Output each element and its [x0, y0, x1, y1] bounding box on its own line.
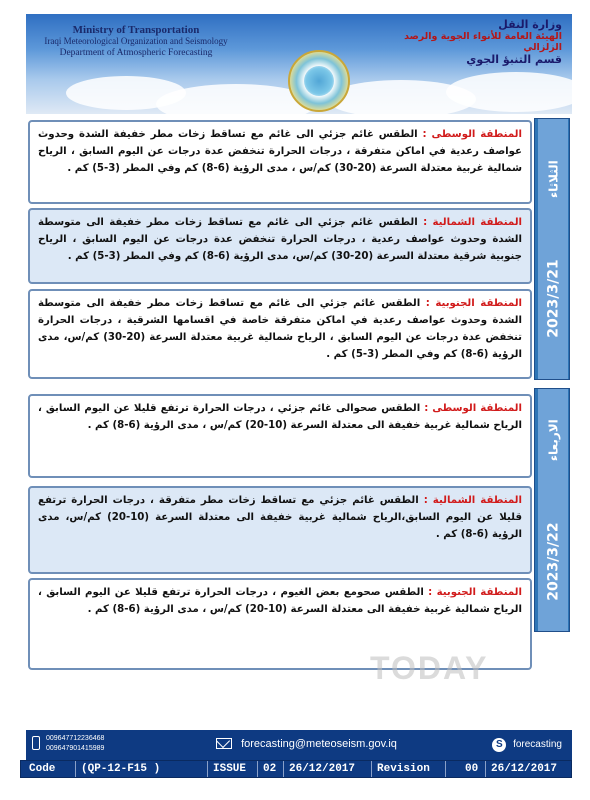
region-name: المنطقة الشمالية :: [423, 217, 523, 228]
department-name-ar: قسم التنبؤ الجوي: [466, 53, 562, 66]
forecast-text: الطقس غائم جزئي الى غائم مع تساقط زخات مطر خفيفة الى متوسطة الشدة وحدوث عواصف رعدية في اماكن متفرقة خاصة في اقسامها الشرقية ، درجات الحرارة تنخفض عدة درجات عن اليوم السابق ، الرياح شمالية غربية معتدلة السرعة (20-30) كم/س، مدى الرؤية (6-8) كم وفي المطر (3-5) كم .: [38, 298, 523, 360]
forecast-text: الطقس غائم جزئي مع تساقط زخات مطر متفرقة ، درجات الحرارة ترتفع قليلا عن اليوم السابق،الرياح شمالية غربية خفيفة الى معتدلة السرعة (10-20) كم/س، مدى الرؤية (6-8) كم .: [38, 495, 522, 540]
phone-number-1: 009647712236468: [46, 735, 105, 742]
revision-label: Revision: [377, 763, 430, 775]
region-name: المنطقة الوسطى :: [424, 403, 522, 414]
letterhead-banner: [26, 14, 572, 114]
phone-number-2: 009647901415989: [46, 745, 105, 752]
english-header: [36, 24, 236, 58]
skype-icon: S: [492, 738, 506, 752]
forecast-text: الطقس غائم جزئي الى غائم مع تساقط زخات مطر خفيفة الى متوسطة الشدة وحدوث عواصف رعدية ، درجات الحرارة تنخفض عدة درجات عن اليوم السابق ، الرياح جنوبية شرقية معتدلة السرعة (20-30) كم/س، مدى الرؤية (6-8) كم وفي المطر (3-5) كم .: [38, 217, 522, 262]
skype-contact[interactable]: [492, 738, 562, 752]
issue-date: 26/12/2017: [289, 763, 356, 775]
forecast-text: الطقس صحوالى غائم جزئي ، درجات الحرارة ترتفع قليلا عن اليوم السابق ، الرياح شمالية غربية خفيفة الى معتدلة السرعة (10-20) كم/س ، مدى الرؤية (6-8) كم .: [38, 403, 522, 431]
day-band-2: [534, 388, 570, 632]
forecast-box-day1-south: [28, 289, 532, 379]
document-code-bar: [20, 760, 572, 778]
phone-icon: [32, 736, 40, 750]
forecast-box-day2-central: [28, 394, 532, 478]
forecast-text: الطقس غائم جزئي الى غائم مع تساقط زخات مطر خفيفة الشدة وحدوث عواصف رعدية في اماكن متفرقة ، درجات الحرارة تنخفض عدة درجات عن اليوم السابق ، الرياح شمالية غربية معتدلة السرعة (20-30) كم/س ، مدى الرؤية (6-8) كم وفي المطر (3-5) كم .: [38, 129, 522, 174]
watermark-text: TODAY: [370, 650, 489, 686]
contact-footer: [26, 730, 572, 760]
forecast-box-day1-north: [28, 208, 532, 284]
day-date: 2023/3/22: [545, 522, 562, 601]
code-label: Code: [29, 763, 56, 775]
organization-name-en: Iraqi Meteorological Organization and Seismology: [44, 36, 228, 46]
forecast-box-day1-central: [28, 120, 532, 204]
day-band-1: [534, 118, 570, 380]
day-date: 2023/3/21: [545, 259, 562, 338]
day-name: الثلاثاء: [546, 160, 561, 199]
email-address[interactable]: forecasting@meteoseism.gov.iq: [241, 738, 397, 750]
forecast-box-day2-north: [28, 486, 532, 574]
revision-date: 26/12/2017: [491, 763, 558, 775]
organization-logo-icon: [288, 50, 350, 112]
phone-contact: [34, 734, 104, 754]
issue-number: 02: [263, 763, 277, 775]
skype-name[interactable]: forecasting: [513, 739, 562, 750]
region-name: المنطقة الشمالية :: [423, 495, 523, 506]
region-name: المنطقة الجنوبية :: [425, 298, 523, 309]
day-name: الاربعاء: [546, 419, 561, 462]
code-value: (QP-12-F15 ): [81, 763, 161, 775]
issue-label: ISSUE: [213, 763, 247, 775]
mail-icon: [216, 738, 232, 749]
arabic-header: [392, 18, 562, 66]
email-contact[interactable]: [216, 738, 397, 750]
ministry-name-en: Ministry of Transportation: [72, 24, 200, 36]
ministry-name-ar: وزارة النقل: [498, 18, 562, 31]
organization-name-ar: الهيئة العامة للأنواء الجوية والرصد الزلزالي: [404, 31, 562, 53]
forecast-text: الطقس صحومع بعض الغيوم ، درجات الحرارة ترتفع قليلا عن اليوم السابق ، الرياح شمالية غربية خفيفة الى معتدلة السرعة (10-20) كم/س ، مدى الرؤية (6-8) كم .: [38, 587, 522, 615]
revision-number: 00: [465, 763, 479, 775]
region-name: المنطقة الوسطى :: [422, 129, 522, 140]
department-name-en: Department of Atmospheric Forecasting: [59, 48, 213, 58]
region-name: المنطقة الجنوبية :: [428, 587, 523, 598]
